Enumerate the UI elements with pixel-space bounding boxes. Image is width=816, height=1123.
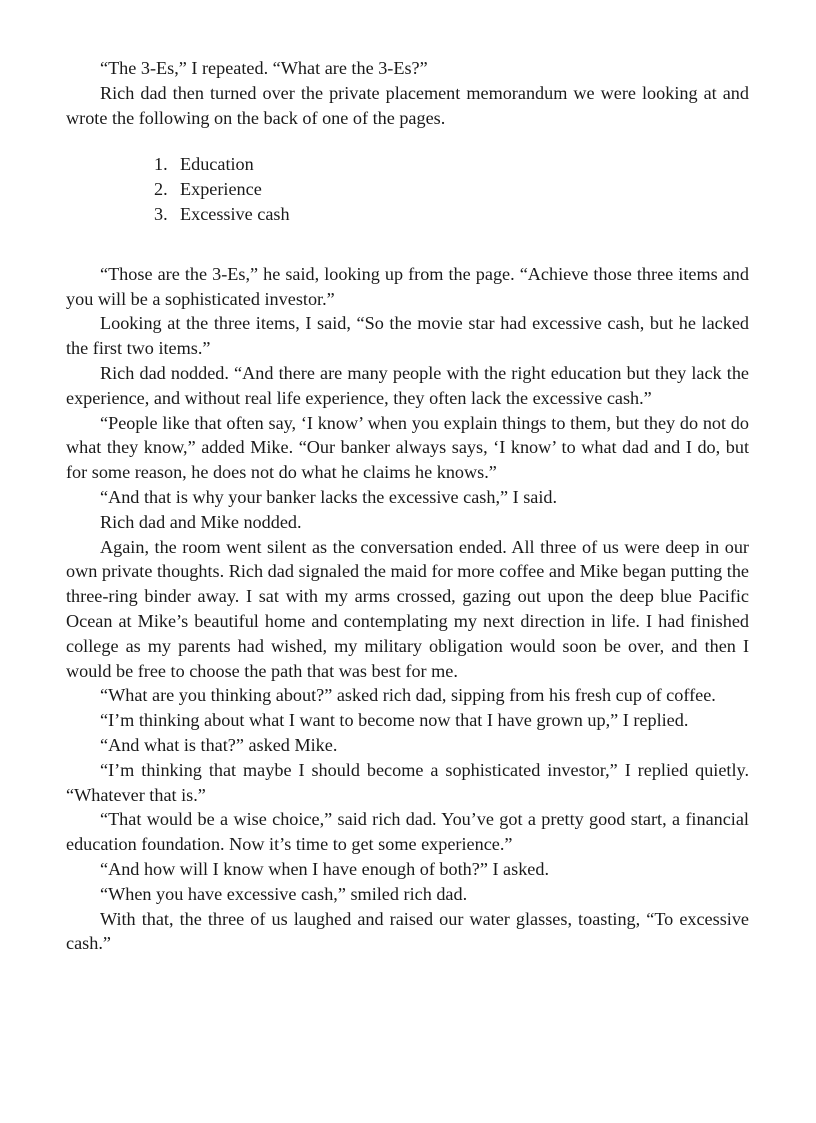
paragraph: With that, the three of us laughed and raised our water glasses, toasting, “To excessive cash.” [66,908,749,954]
paragraph: “That would be a wise choice,” said rich dad. You’ve got a pretty good start, a financial education foundation. Now it’s time to get some experience.” [66,809,749,855]
paragraph: “What are you thinking about?” asked rich dad, sipping from his fresh cup of coffee. [100,685,716,706]
list-item-text: Excessive cash [180,203,290,224]
list-item-text: Education [180,154,254,175]
paragraph: “And that is why your banker lacks the excessive cash,” I said. [100,486,558,507]
paragraph: “I’m thinking that maybe I should become a sophisticated investor,” I replied quietly. “Whatever that is.” [66,759,749,805]
list-item [154,202,749,227]
paragraph: “People like that often say, ‘I know’ when you explain things to them, but they do not do what they know,” added Mike. “Our banker always says, ‘I know’ to what dad and I do, but for some reason, he does not do what he claims he knows.” [66,412,749,483]
paragraph: Rich dad then turned over the private placement memorandum we were looking at and wrote the following on the back of one of the pages. [66,82,749,128]
paragraph: “When you have excessive cash,” smiled rich dad. [100,883,468,904]
document-page [66,56,749,956]
paragraph: “And what is that?” asked Mike. [100,734,338,755]
list-item-text: Experience [180,179,262,200]
paragraph: Rich dad nodded. “And there are many people with the right education but they lack the experience, and without real life experience, they often lack the excessive cash.” [66,362,749,408]
paragraph: “I’m thinking about what I want to become now that I have grown up,” I replied. [100,710,689,731]
paragraph: “Those are the 3-Es,” he said, looking up from the page. “Achieve those three items and you will be a sophisticated investor.” [66,263,749,309]
paragraph: “And how will I know when I have enough of both?” I asked. [100,858,550,879]
list-item-number: 3. [154,203,168,224]
paragraph: Rich dad and Mike nodded. [100,511,302,532]
list-item-number: 2. [154,179,168,200]
paragraph: “The 3-Es,” I repeated. “What are the 3-Es?” [100,58,428,78]
paragraph: Again, the room went silent as the conversation ended. All three of us were deep in our own private thoughts. Rich dad signaled the maid for more coffee and Mike began putting the three-ring binder away. I sat with my arms crossed, gazing out upon the deep blue Pacific Ocean at Mike’s beautiful home and contemplating my next direction in life. I had finished college as my parents had wished, my military obligation would soon be over, and then I would be free to choose the path that was best for me. [66,536,749,681]
list-item-number: 1. [154,154,168,175]
paragraph: Looking at the three items, I said, “So the movie star had excessive cash, but he lacked the first two items.” [66,313,749,359]
list-item [154,177,749,202]
numbered-list [66,152,749,226]
list-item [154,152,749,177]
